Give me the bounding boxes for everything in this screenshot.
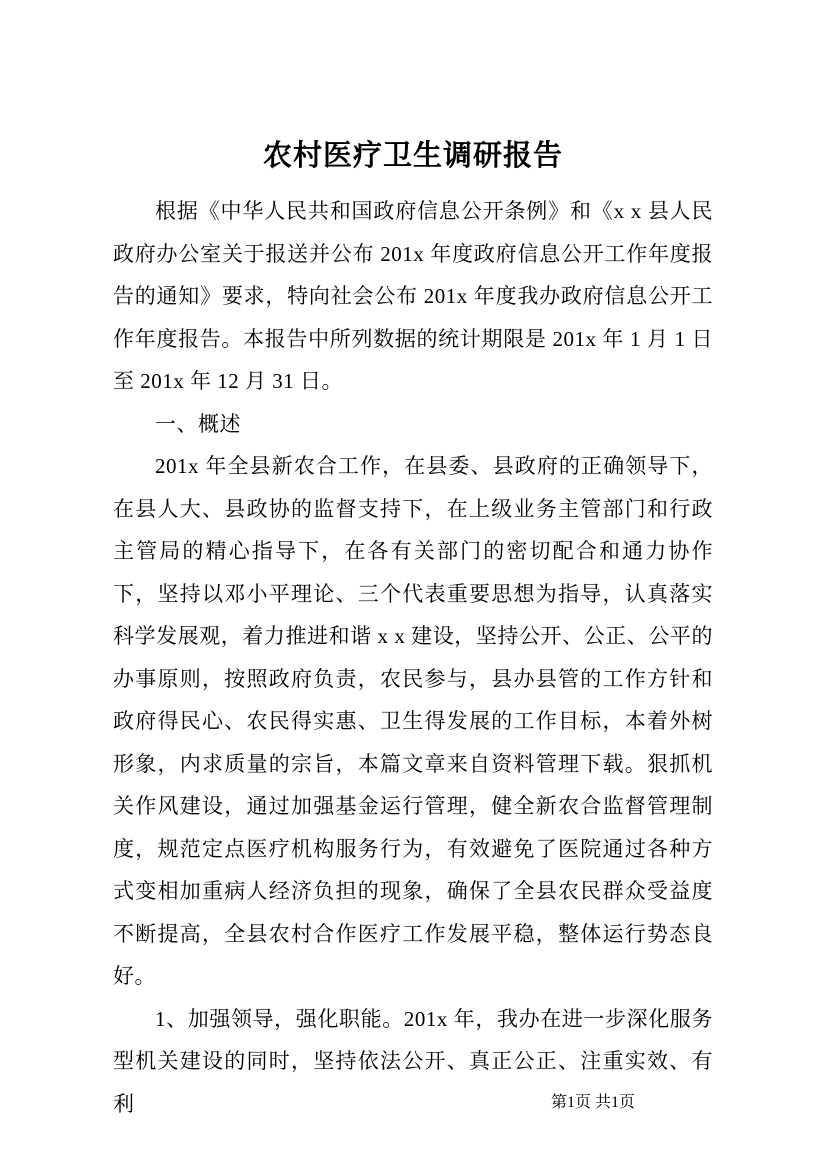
page-number-text: 第1页 共1页 [550, 1094, 635, 1111]
section-heading-overview: 一、概述 [155, 411, 241, 436]
paragraph-intro: 根据《中华人民共和国政府信息公开条例》和《x x 县人民政府办公室关于报送并公布 201x 年度政府信息公开工作年度报告的通知》要求，特向社会公布 201x 年度我办政府信息公开工作年度报告。本报告中所列数据的统计期限是 201x 年 1 月 1 日至 201x 年 12 月 31 日。 [113, 199, 713, 393]
page-footer [113, 1089, 713, 1112]
document-title: 农村医疗卫生调研报告 [262, 140, 563, 172]
paragraph-overview: 201x 年全县新农合工作，在县委、县政府的正确领导下，在县人大、县政协的监督支持下，在上级业务主管部门和行政主管局的精心指导下，在各有关部门的密切配合和通力协作下，坚持以邓小平理论、三个代表重要思想为指导，认真落实科学发展观，着力推进和谐 x x 建设，坚持公开、公正、公平的办事原则，按照政府负责，农民参与，县办县管的工作方针和政府得民心、农民得实惠、卫生得发展的工作目标，本着外树形象，内求质量的宗旨，本篇文章来自资料管理下载。狠抓机关作风建设，通过加强基金运行管理，健全新农合监督管理制度，规范定点医疗机构服务行为，有效避免了医院通过各种方式变相加重病人经济负担的现象，确保了全县农民群众受益度不断提高，全县农村合作医疗工作发展平稳，整体运行势态良好。 [113, 454, 713, 988]
paragraph-item-1: 1、加强领导，强化职能。201x 年，我办在进一步深化服务型机关建设的同时，坚持依法公开、真正公正、注重实效、有利 [113, 1006, 713, 1116]
